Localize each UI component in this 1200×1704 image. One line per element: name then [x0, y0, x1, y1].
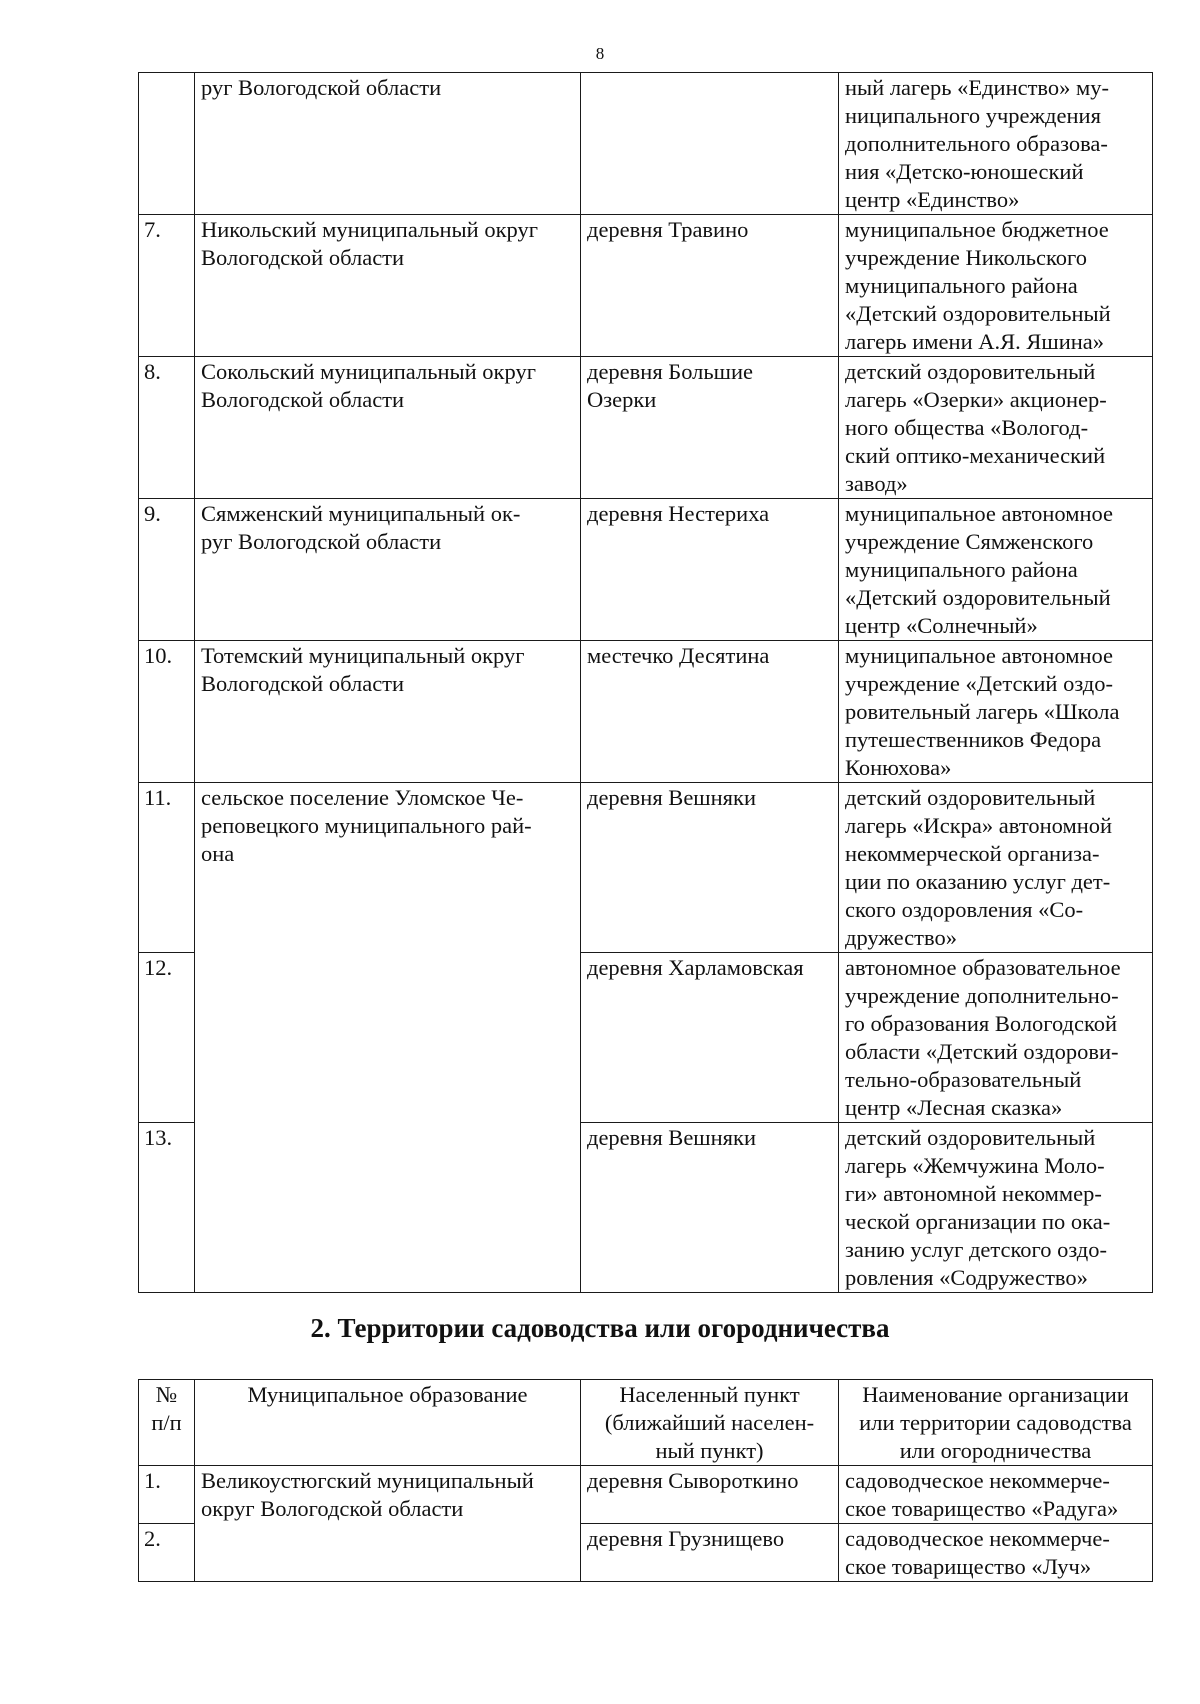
row-number: 9.: [139, 499, 195, 641]
row-number: 2.: [139, 1524, 195, 1582]
camps-table-continued: [138, 72, 1153, 1293]
municipality-cell: руг Вологодской области: [195, 73, 581, 215]
settlement-cell: деревня Вешняки: [581, 783, 839, 953]
settlement-cell: деревня Большие Озерки: [581, 357, 839, 499]
organization-cell: автономное образовательное учреждение дополнительно- го образования Вологодской области «Детский оздорови- тельно-образовательный центр «Лесная сказка»: [839, 953, 1153, 1123]
row-number: 1.: [139, 1466, 195, 1524]
settlement-cell: деревня Вешняки: [581, 1123, 839, 1293]
municipality-cell: Сокольский муниципальный округ Вологодской области: [195, 357, 581, 499]
organization-cell: детский оздоровительный лагерь «Озерки» акционер- ного общества «Вологод- ский оптико-механический завод»: [839, 357, 1153, 499]
organization-cell: садоводческое некоммерче- ское товарищество «Луч»: [839, 1524, 1153, 1582]
gardening-territories-table: [138, 1379, 1153, 1582]
table-row: [139, 783, 1153, 953]
municipality-cell: Великоустюгский муниципальный округ Вологодской области: [195, 1466, 581, 1582]
table-row: [139, 357, 1153, 499]
organization-cell: детский оздоровительный лагерь «Искра» автономной некоммерческой организа- ции по оказанию услуг дет- ского оздоровления «Со- дружество»: [839, 783, 1153, 953]
table-header-row: [139, 1380, 1153, 1466]
row-number: 7.: [139, 215, 195, 357]
table-row: [139, 499, 1153, 641]
municipality-cell: Никольский муниципальный округ Вологодской области: [195, 215, 581, 357]
organization-cell: детский оздоровительный лагерь «Жемчужина Моло- ги» автономной некоммер- ческой организации по ока- занию услуг детского оздо- ровления «Содружество»: [839, 1123, 1153, 1293]
settlement-cell: [581, 73, 839, 215]
settlement-cell: деревня Харламовская: [581, 953, 839, 1123]
header-municipality: Муниципальное образование: [195, 1380, 581, 1466]
table-row: [139, 1466, 1153, 1524]
header-number: № п/п: [139, 1380, 195, 1466]
section-heading: 2. Территории садоводства или огородничества: [310, 1313, 890, 1343]
table-row: [139, 73, 1153, 215]
header-settlement: Населенный пункт (ближайший населен- ный пункт): [581, 1380, 839, 1466]
row-number: 8.: [139, 357, 195, 499]
municipality-cell: Тотемский муниципальный округ Вологодской области: [195, 641, 581, 783]
page-number: 8: [595, 44, 605, 63]
organization-cell: садоводческое некоммерче- ское товарищество «Радуга»: [839, 1466, 1153, 1524]
row-number: 13.: [139, 1123, 195, 1293]
row-number: [139, 73, 195, 215]
organization-cell: муниципальное автономное учреждение «Детский оздо- ровительный лагерь «Школа путешественников Федора Конюхова»: [839, 641, 1153, 783]
settlement-cell: деревня Сывороткино: [581, 1466, 839, 1524]
settlement-cell: деревня Грузнищево: [581, 1524, 839, 1582]
table-row: [139, 215, 1153, 357]
row-number: 12.: [139, 953, 195, 1123]
row-number: 10.: [139, 641, 195, 783]
organization-cell: муниципальное автономное учреждение Сямженского муниципального района «Детский оздоровительный центр «Солнечный»: [839, 499, 1153, 641]
header-organization: Наименование организации или территории садоводства или огородничества: [839, 1380, 1153, 1466]
organization-cell: ный лагерь «Единство» му- ниципального учреждения дополнительного образова- ния «Детско-юношеский центр «Единство»: [839, 73, 1153, 215]
row-number: 11.: [139, 783, 195, 953]
municipality-cell: сельское поселение Уломское Че- реповецкого муниципального рай- она: [195, 783, 581, 1293]
table-row: [139, 641, 1153, 783]
settlement-cell: деревня Нестериха: [581, 499, 839, 641]
settlement-cell: местечко Десятина: [581, 641, 839, 783]
settlement-cell: деревня Травино: [581, 215, 839, 357]
municipality-cell: Сямженский муниципальный ок- руг Вологодской области: [195, 499, 581, 641]
organization-cell: муниципальное бюджетное учреждение Никольского муниципального района «Детский оздоровительный лагерь имени А.Я. Яшина»: [839, 215, 1153, 357]
